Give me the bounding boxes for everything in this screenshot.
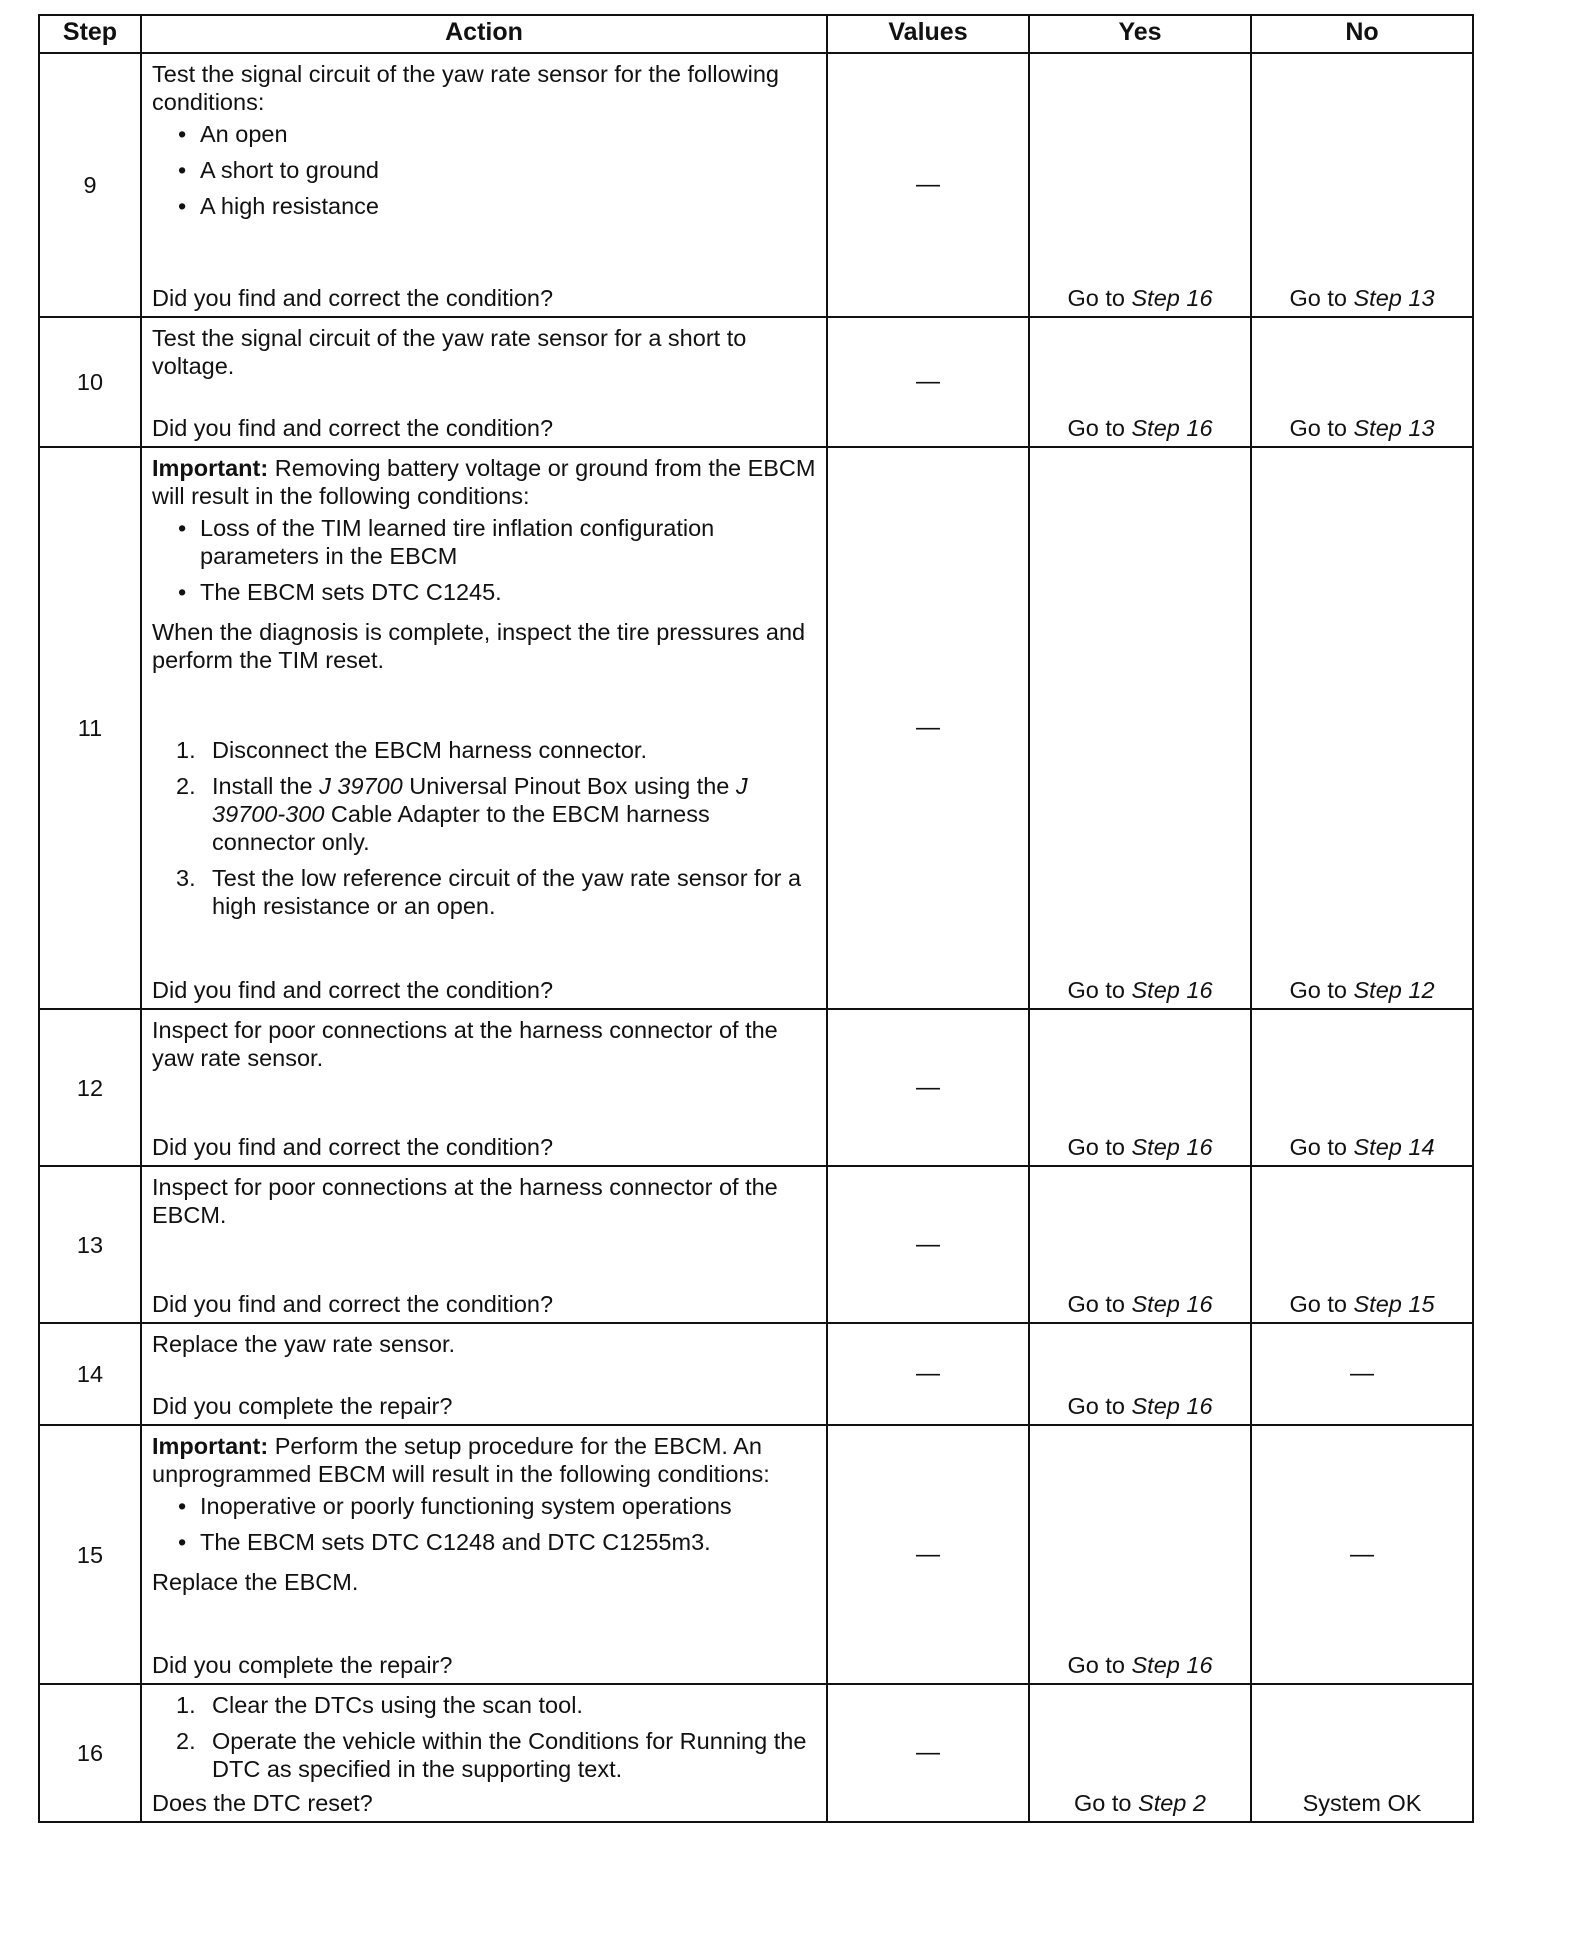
go-to-label: Go to [1067,415,1125,441]
important-note [152,454,816,510]
action-cell [141,447,827,1009]
go-to-label: Go to [1074,1790,1132,1816]
list-item [176,864,816,920]
yes-step-link[interactable]: Step 16 [1131,1134,1213,1160]
list-number: 2. [176,1728,196,1754]
action-cell [141,53,827,317]
go-to-label: Go to [1067,1393,1125,1419]
go-to-label: Go to [1067,1134,1125,1160]
no-cell: — [1251,1425,1473,1684]
no-cell [1251,1166,1473,1323]
action-cell [141,1425,827,1684]
go-to-label: Go to [1067,1291,1125,1317]
yes-cell [1029,1684,1251,1822]
go-to-label: Go to [1289,285,1347,311]
condition-list [152,120,816,228]
no-cell: System OK [1251,1684,1473,1822]
yes-step-link[interactable]: Step 2 [1138,1790,1206,1816]
no-step-link[interactable]: Step 13 [1353,415,1435,441]
yes-cell [1029,447,1251,1009]
step-number: 14 [39,1323,141,1425]
go-to-label: Go to [1289,415,1347,441]
header-step: Step [39,15,141,53]
list-item: • Loss of the TIM learned tire inflation configuration parameters in the EBCM [178,514,816,570]
yes-cell [1029,1323,1251,1425]
action-cell [141,317,827,447]
no-cell: — [1251,1323,1473,1425]
action-text: Inspect for poor connections at the harness connector of the yaw rate sensor. [152,1017,778,1071]
yes-step-link[interactable]: Step 16 [1131,1652,1213,1678]
step-number: 15 [39,1425,141,1684]
go-to-label: Go to [1067,1652,1125,1678]
header-values: Values [827,15,1029,53]
go-to-label: Go to [1289,977,1347,1003]
step-number: 13 [39,1166,141,1323]
yes-step-link[interactable]: Step 16 [1131,1291,1213,1317]
yes-cell [1029,53,1251,317]
question-text: Did you find and correct the condition? [152,1291,554,1317]
values-cell: — [827,1009,1029,1166]
list-item [176,1691,816,1719]
values-cell: — [827,1425,1029,1684]
values-cell: — [827,1166,1029,1323]
go-to-label: Go to [1289,1134,1347,1160]
table-row [39,317,1473,447]
values-cell: — [827,1684,1029,1822]
list-item: • The EBCM sets DTC C1245. [178,578,816,606]
table-row [39,1166,1473,1323]
list-item [176,1727,816,1783]
tool-reference: J 39700-300 [212,773,748,827]
table-row [39,53,1473,317]
values-cell: — [827,317,1029,447]
table-row [39,1684,1473,1822]
action-text: Replace the yaw rate sensor. [152,1331,456,1357]
procedure-text: Operate the vehicle within the Conditions for Running the DTC as specified in the supporting text. [212,1728,807,1782]
table-row [39,447,1473,1009]
action-cell [141,1323,827,1425]
no-step-link[interactable]: Step 15 [1353,1291,1435,1317]
list-number: 3. [176,865,196,891]
step-number: 11 [39,447,141,1009]
values-cell: — [827,1323,1029,1425]
header-action: Action [141,15,827,53]
question-text: Did you find and correct the condition? [152,977,554,1003]
table-row [39,1323,1473,1425]
step-number: 12 [39,1009,141,1166]
header-no: No [1251,15,1473,53]
values-cell: — [827,53,1029,317]
go-to-label: Go to [1067,977,1125,1003]
diagnostic-table-page [38,14,1472,1823]
yes-step-link[interactable]: Step 16 [1131,415,1213,441]
question-text: Did you complete the repair? [152,1652,453,1678]
no-cell [1251,53,1473,317]
question-text: Does the DTC reset? [152,1790,373,1816]
go-to-label: Go to [1289,1291,1347,1317]
important-text: Removing battery voltage or ground from the EBCM will result in the following conditions: [152,455,816,509]
no-cell [1251,317,1473,447]
diagnostic-table [38,14,1474,1823]
yes-cell [1029,317,1251,447]
yes-cell [1029,1009,1251,1166]
tool-reference: J 39700 [319,773,403,799]
list-number: 1. [176,737,196,763]
important-label: Important: [152,1433,269,1459]
action-text: Test the signal circuit of the yaw rate sensor for a short to voltage. [152,325,747,379]
important-label: Important: [152,455,269,481]
action-note: Replace the EBCM. [152,1569,359,1595]
procedure-text: Clear the DTCs using the scan tool. [212,1692,583,1718]
list-item [176,772,816,856]
action-text: Test the signal circuit of the yaw rate sensor for the following conditions: [152,61,779,115]
action-note: When the diagnosis is complete, inspect the tire pressures and perform the TIM reset. [152,619,806,673]
action-cell [141,1684,827,1822]
list-item: • Inoperative or poorly functioning system operations [178,1492,816,1520]
step-number: 9 [39,53,141,317]
yes-step-link[interactable]: Step 16 [1131,285,1213,311]
important-text: Perform the setup procedure for the EBCM. An unprogrammed EBCM will result in the following conditions: [152,1433,770,1487]
important-note [152,1432,816,1488]
procedure-text: Universal Pinout Box using the [402,773,736,799]
procedure-list [152,1691,816,1785]
condition-list [152,1492,816,1564]
yes-cell [1029,1166,1251,1323]
procedure-text: Test the low reference circuit of the yaw rate sensor for a high resistance or an open. [212,865,802,919]
yes-step-link[interactable]: Step 16 [1131,977,1213,1003]
list-number: 2. [176,773,196,799]
no-step-link[interactable]: Step 13 [1353,285,1435,311]
procedure-text: Cable Adapter to the EBCM harness connector only. [212,801,710,855]
no-step-link[interactable]: Step 12 [1353,977,1435,1003]
no-cell [1251,447,1473,1009]
yes-cell [1029,1425,1251,1684]
procedure-list [152,736,816,928]
action-cell [141,1166,827,1323]
action-cell [141,1009,827,1166]
question-text: Did you find and correct the condition? [152,415,554,441]
condition-list [152,514,816,614]
no-cell [1251,1009,1473,1166]
values-cell: — [827,447,1029,1009]
list-item [176,736,816,764]
question-text: Did you complete the repair? [152,1393,453,1419]
step-number: 16 [39,1684,141,1822]
list-item: • The EBCM sets DTC C1248 and DTC C1255m3. [178,1528,816,1556]
no-step-link[interactable]: Step 14 [1353,1134,1435,1160]
list-item: • A high resistance [178,192,816,220]
list-item: • An open [178,120,816,148]
yes-step-link[interactable]: Step 16 [1131,1393,1213,1419]
header-row [39,15,1473,53]
go-to-label: Go to [1067,285,1125,311]
step-number: 10 [39,317,141,447]
question-text: Did you find and correct the condition? [152,1134,554,1160]
header-yes: Yes [1029,15,1251,53]
procedure-text: Disconnect the EBCM harness connector. [212,737,647,763]
question-text: Did you find and correct the condition? [152,285,554,311]
table-row [39,1425,1473,1684]
list-item: • A short to ground [178,156,816,184]
procedure-text: Install the [212,773,320,799]
table-row [39,1009,1473,1166]
action-text: Inspect for poor connections at the harness connector of the EBCM. [152,1174,778,1228]
list-number: 1. [176,1692,196,1718]
